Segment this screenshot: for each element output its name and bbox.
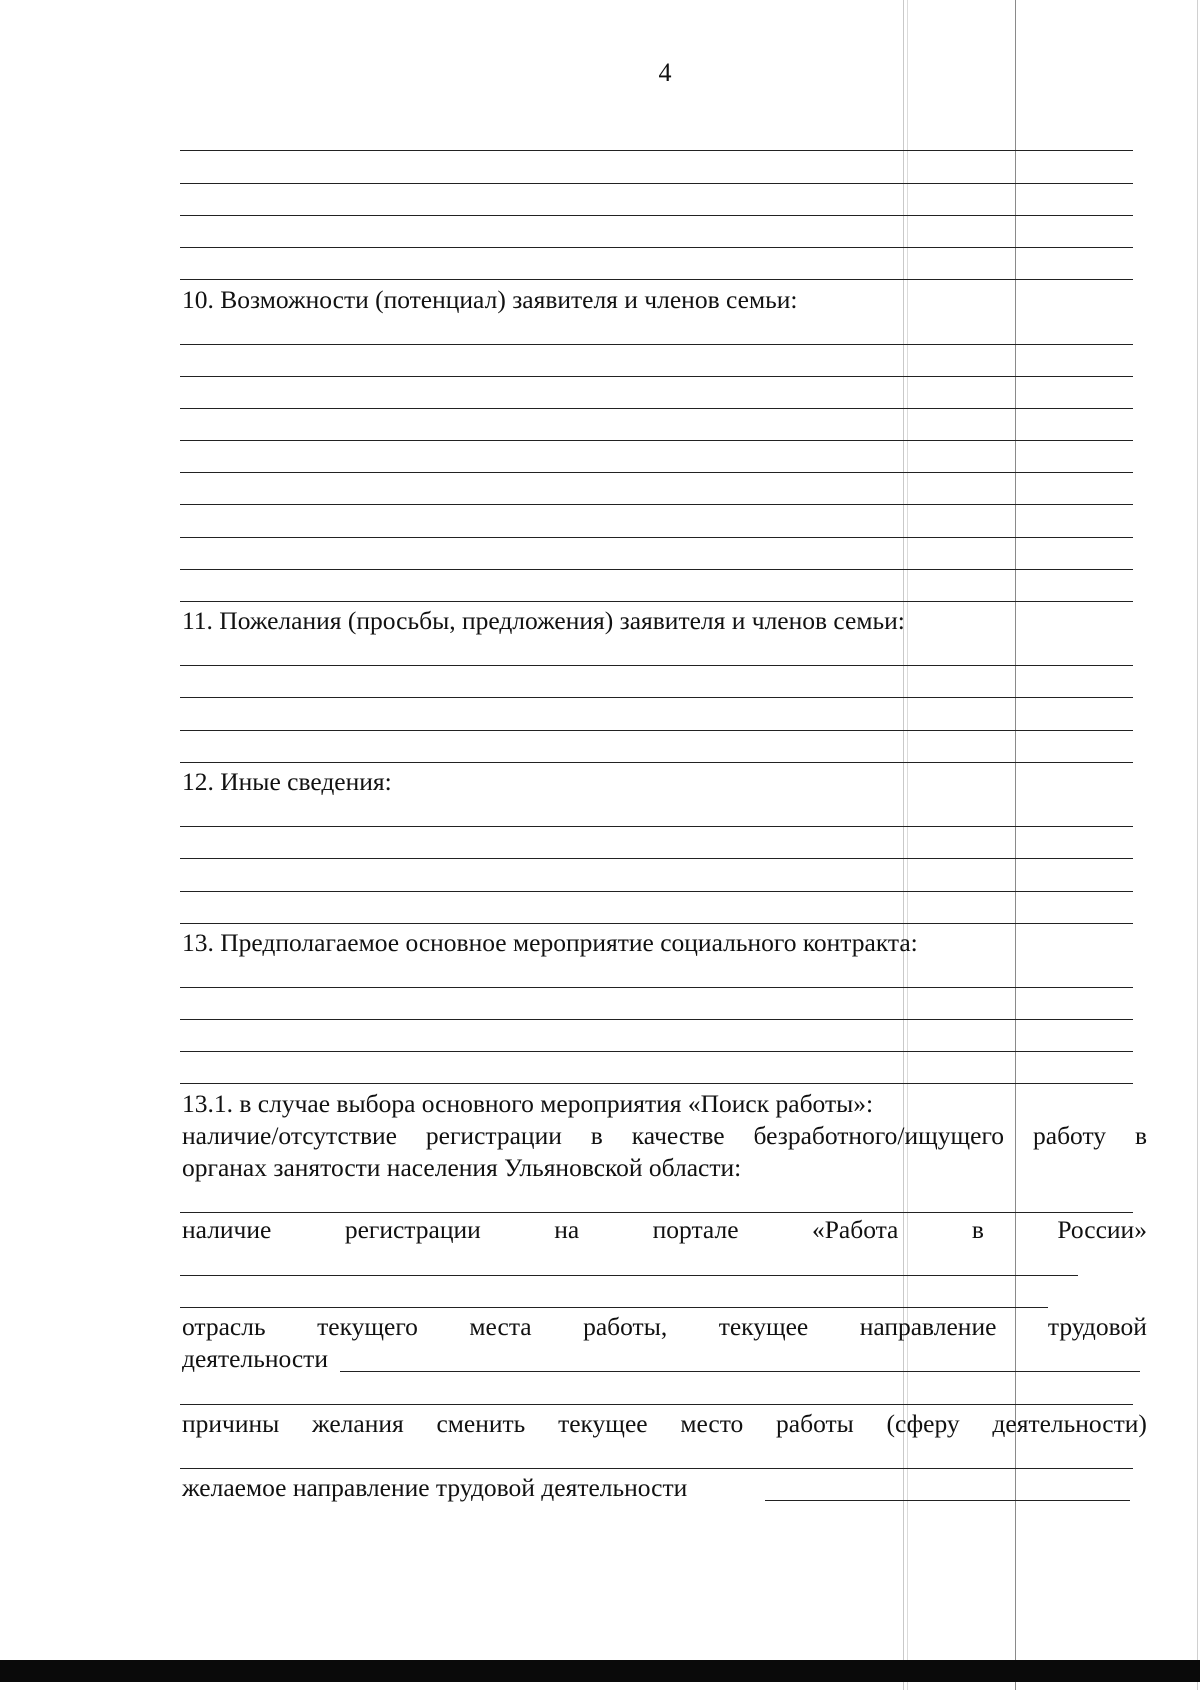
blank-line — [180, 183, 1133, 184]
scan-artifact-line — [1197, 0, 1198, 1690]
industry-field[interactable] — [340, 1371, 1140, 1372]
word: текущее — [558, 1409, 648, 1438]
blank-line[interactable] — [180, 440, 1133, 441]
industry-label-word: деятельности — [182, 1344, 328, 1373]
section-13-1-title: 13.1. в случае выбора основного мероприятия «Поиск работы»: — [182, 1089, 874, 1118]
word: России» — [1057, 1215, 1147, 1244]
desired-direction-label: желаемое направление трудовой деятельности — [182, 1473, 688, 1502]
blank-line[interactable] — [180, 858, 1133, 859]
blank-line — [180, 150, 1133, 151]
blank-line[interactable] — [180, 1212, 1133, 1213]
blank-line[interactable] — [180, 601, 1133, 602]
blank-line[interactable] — [180, 376, 1133, 377]
blank-line[interactable] — [180, 1307, 1048, 1308]
word: (сферу — [886, 1409, 960, 1438]
portal-registration-field[interactable] — [180, 1275, 1078, 1276]
word: в — [971, 1215, 984, 1244]
word: текущего — [317, 1312, 418, 1341]
blank-line[interactable] — [180, 1404, 1133, 1405]
change-reasons-field[interactable] — [180, 1468, 1133, 1469]
industry-label-line2 — [182, 1343, 328, 1375]
blank-line[interactable] — [180, 504, 1133, 505]
section-11-heading: 11. Пожелания (просьбы, предложения) заявителя и членов семьи: — [182, 606, 905, 635]
word: регистрации — [344, 1215, 481, 1244]
blank-line[interactable] — [180, 344, 1133, 345]
word: направление — [859, 1312, 997, 1341]
blank-line[interactable] — [180, 472, 1133, 473]
blank-line[interactable] — [180, 762, 1133, 763]
blank-line — [180, 279, 1133, 280]
change-reasons-label — [182, 1408, 1147, 1440]
blank-line[interactable] — [180, 730, 1133, 731]
section-13-1-line2: органах занятости населения Ульяновской области: — [182, 1153, 742, 1182]
word: на — [554, 1215, 580, 1244]
word: работы, — [583, 1312, 668, 1341]
word: работы — [776, 1409, 854, 1438]
industry-label-line1 — [182, 1311, 1147, 1343]
section-13-heading: 13. Предполагаемое основное мероприятие социального контракта: — [182, 928, 918, 957]
blank-line[interactable] — [180, 891, 1133, 892]
page-number: 4 — [658, 58, 672, 87]
scan-bottom-edge — [0, 1660, 1200, 1682]
section-13-1-line1: наличие/отсутствие регистрации в качестве безработного/ищущего работу в — [182, 1121, 1147, 1150]
desired-direction-field[interactable] — [765, 1500, 1130, 1501]
word: деятельности) — [992, 1409, 1147, 1438]
word: отрасль — [182, 1312, 266, 1341]
blank-line[interactable] — [180, 408, 1133, 409]
portal-registration-label — [182, 1214, 1147, 1246]
word: место — [680, 1409, 744, 1438]
word: сменить — [436, 1409, 526, 1438]
word: текущее — [718, 1312, 809, 1341]
blank-line[interactable] — [180, 1019, 1133, 1020]
blank-line — [180, 215, 1133, 216]
word: портале — [652, 1215, 739, 1244]
blank-line[interactable] — [180, 987, 1133, 988]
word: трудовой — [1047, 1312, 1147, 1341]
blank-line — [180, 247, 1133, 248]
word: «Работа — [811, 1215, 899, 1244]
blank-line[interactable] — [180, 1083, 1133, 1084]
blank-line[interactable] — [180, 697, 1133, 698]
word: места — [469, 1312, 532, 1341]
blank-line[interactable] — [180, 665, 1133, 666]
blank-line[interactable] — [180, 569, 1133, 570]
blank-line[interactable] — [180, 826, 1133, 827]
section-12-heading: 12. Иные сведения: — [182, 767, 392, 796]
section-10-heading: 10. Возможности (потенциал) заявителя и членов семьи: — [182, 285, 798, 314]
word: причины — [182, 1409, 280, 1438]
blank-line[interactable] — [180, 923, 1133, 924]
blank-line[interactable] — [180, 537, 1133, 538]
word: желания — [312, 1409, 404, 1438]
word: наличие — [182, 1215, 272, 1244]
blank-line[interactable] — [180, 1051, 1133, 1052]
